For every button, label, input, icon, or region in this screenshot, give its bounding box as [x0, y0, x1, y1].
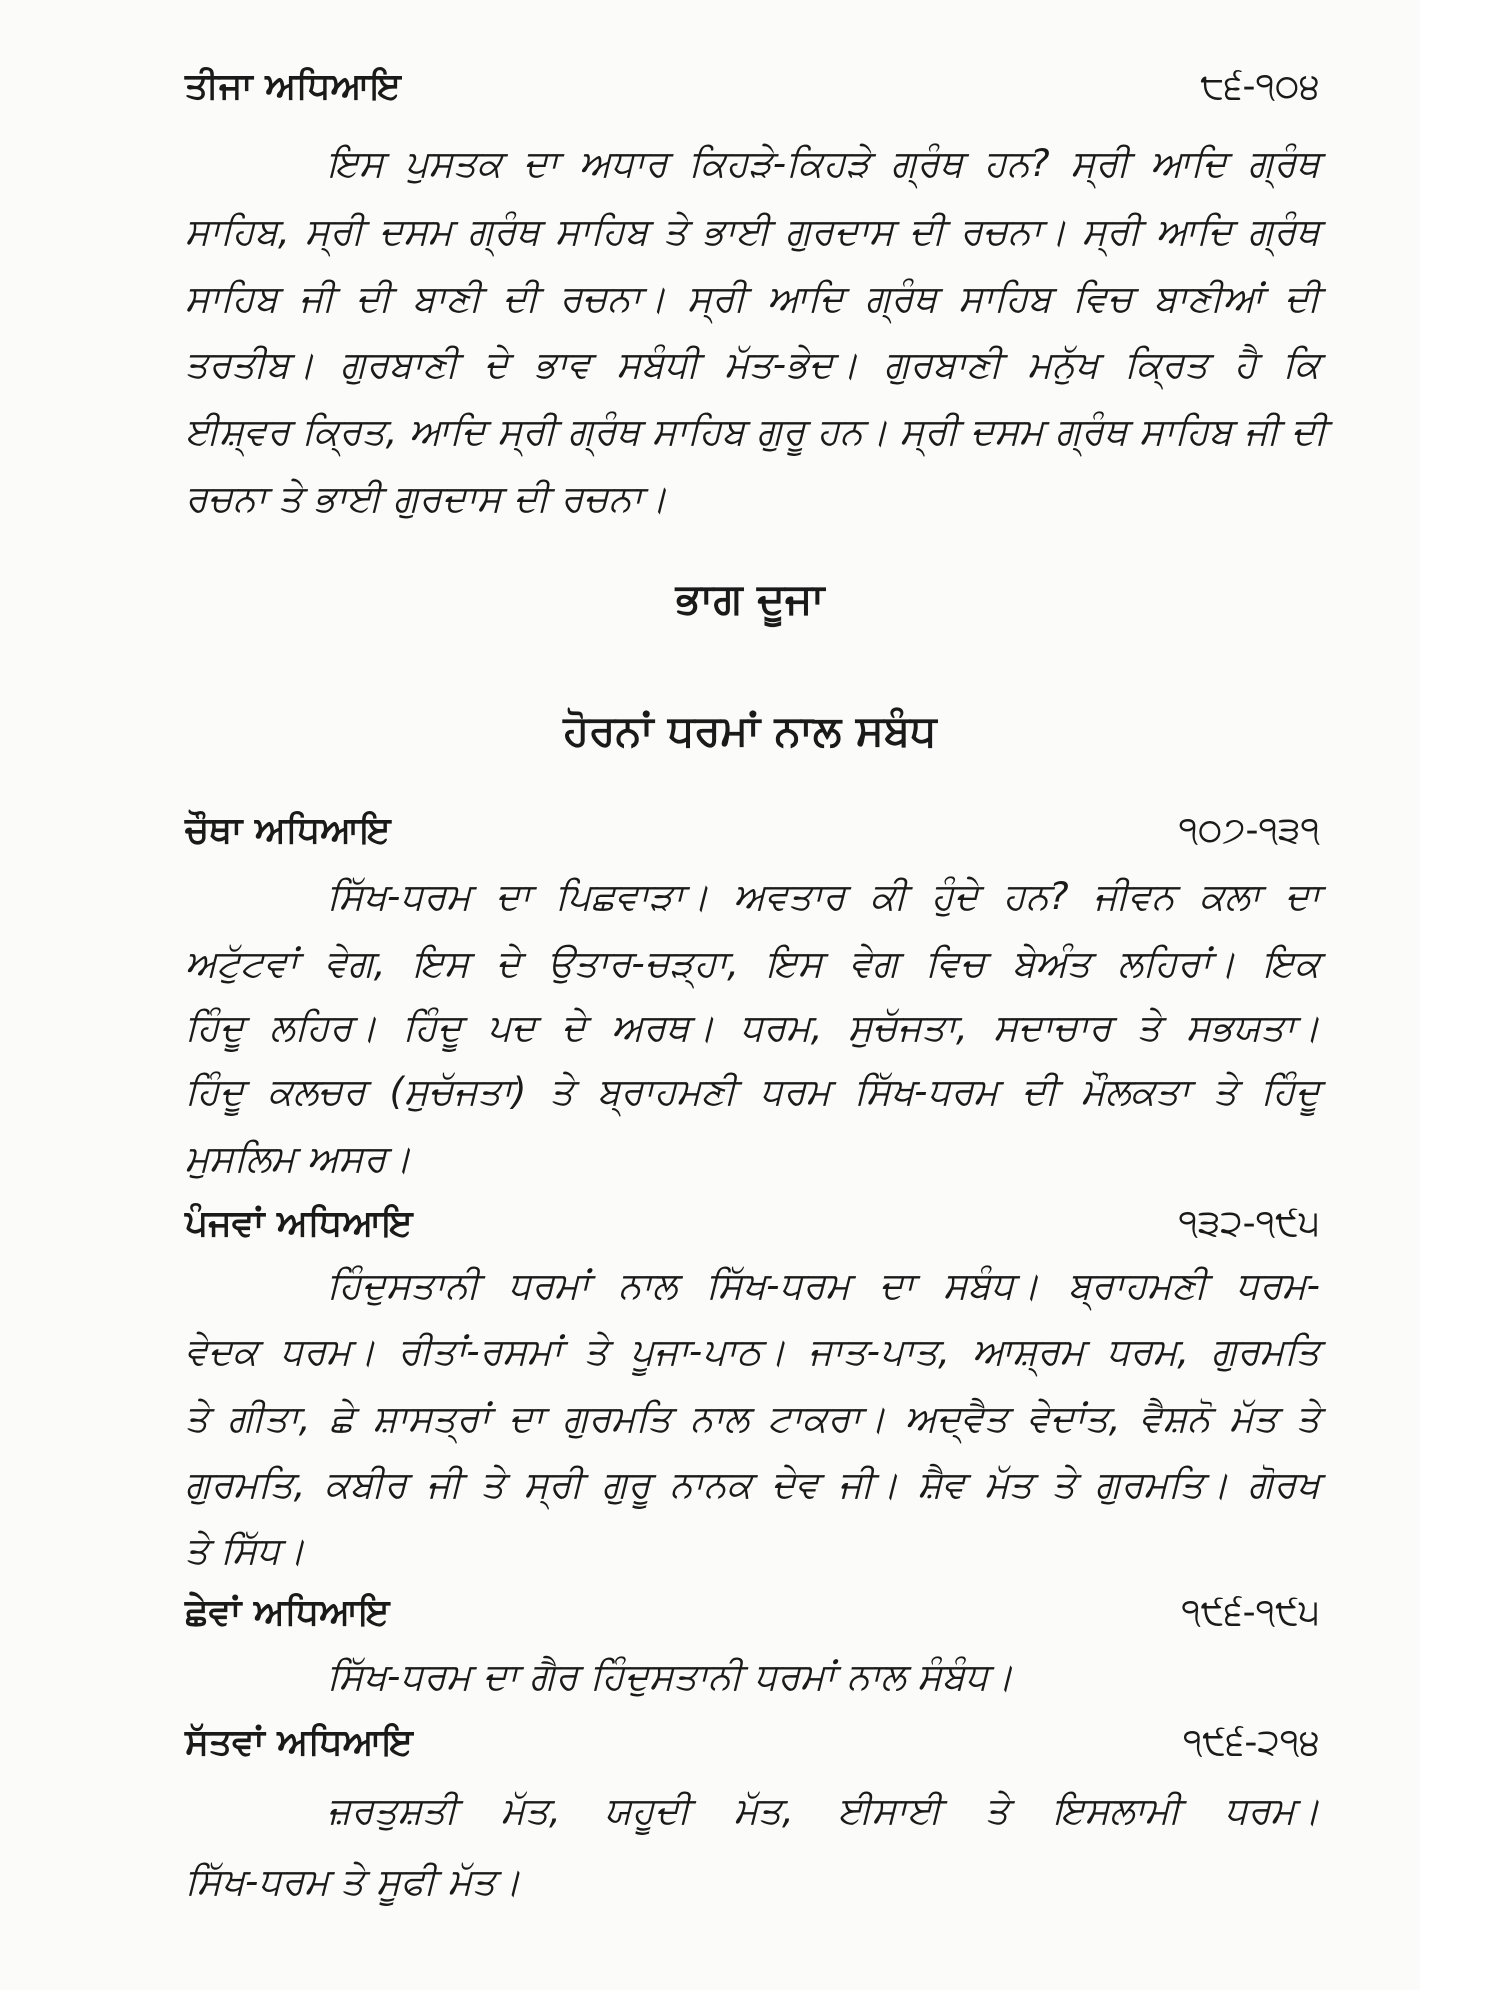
text-line: ਅਟੁੱਟਵਾਂ ਵੇਗ, ਇਸ ਦੇ ਉਤਾਰ-ਚੜ੍ਹਾ, ਇਸ ਵੇਗ ਵਿਚ ਬੇਅੰਤ ਲਹਿਰਾਂ। ਇਕ	[185, 942, 1320, 985]
text-line: ਸਾਹਿਬ, ਸ੍ਰੀ ਦਸਮ ਗ੍ਰੰਥ ਸਾਹਿਬ ਤੇ ਭਾਈ ਗੁਰਦਾਸ ਦੀ ਰਚਨਾ। ਸ੍ਰੀ ਆਦਿ ਗ੍ਰੰਥ	[185, 210, 1320, 253]
text-line: ਰਚਨਾ ਤੇ ਭਾਈ ਗੁਰਦਾਸ ਦੀ ਰਚਨਾ।	[185, 477, 668, 520]
text-line: ਗੁਰਮਤਿ, ਕਬੀਰ ਜੀ ਤੇ ਸ੍ਰੀ ਗੁਰੂ ਨਾਨਕ ਦੇਵ ਜੀ। ਸ਼ੈਵ ਮੱਤ ਤੇ ਗੁਰਮਤਿ। ਗੋਰਖ	[185, 1463, 1320, 1506]
text-line: ਸਿੱਖ-ਧਰਮ ਦਾ ਗੈਰ ਹਿੰਦੁਸਤਾਨੀ ਧਰਮਾਂ ਨਾਲ ਸੰਬੰਧ।	[327, 1655, 1014, 1698]
text-line: ਤਰਤੀਬ। ਗੁਰਬਾਣੀ ਦੇ ਭਾਵ ਸਬੰਧੀ ਮੱਤ-ਭੇਦ। ਗੁਰਬਾਣੀ ਮਨੁੱਖ ਕ੍ਰਿਤ ਹੈ ਕਿ	[185, 343, 1320, 386]
text-line: ਹਿੰਦੁਸਤਾਨੀ ਧਰਮਾਂ ਨਾਲ ਸਿੱਖ-ਧਰਮ ਦਾ ਸਬੰਧ। ਬ੍ਰਾਹਮਣੀ ਧਰਮ-	[327, 1264, 1320, 1307]
chapter-pages: ੧੯੬-੧੯੫	[1181, 1592, 1320, 1633]
text-line: ਵੇਦਕ ਧਰਮ। ਰੀਤਾਂ-ਰਸਮਾਂ ਤੇ ਪੂਜਾ-ਪਾਠ। ਜਾਤ-ਪਾਤ, ਆਸ਼੍ਰਮ ਧਰਮ, ਗੁਰਮਤਿ	[185, 1330, 1320, 1373]
chapter-title: ਛੇਵਾਂ ਅਧਿਆਇ	[185, 1592, 390, 1633]
text-line: ਸਿੱਖ-ਧਰਮ ਤੇ ਸੂਫੀ ਮੱਤ।	[185, 1860, 521, 1903]
text-line: ਤੇ ਗੀਤਾ, ਛੇ ਸ਼ਾਸਤ੍ਰਾਂ ਦਾ ਗੁਰਮਤਿ ਨਾਲ ਟਾਕਰਾ। ਅਦ੍ਵੈਤ ਵੇਦਾਂਤ, ਵੈਸ਼ਨੋ ਮੱਤ ਤੇ	[185, 1397, 1320, 1440]
text-line: ਸਾਹਿਬ ਜੀ ਦੀ ਬਾਣੀ ਦੀ ਰਚਨਾ। ਸ੍ਰੀ ਆਦਿ ਗ੍ਰੰਥ ਸਾਹਿਬ ਵਿਚ ਬਾਣੀਆਂ ਦੀ	[185, 277, 1320, 320]
text-line: ਹਿੰਦੂ ਕਲਚਰ (ਸੁਚੱਜਤਾ) ਤੇ ਬ੍ਰਾਹਮਣੀ ਧਰਮ ਸਿੱਖ-ਧਰਮ ਦੀ ਮੌਲਕਤਾ ਤੇ ਹਿੰਦੂ	[185, 1070, 1320, 1113]
chapter-title: ਪੰਜਵਾਂ ਅਧਿਆਇ	[185, 1203, 413, 1244]
text-line: ਹਿੰਦੂ ਲਹਿਰ। ਹਿੰਦੂ ਪਦ ਦੇ ਅਰਥ। ਧਰਮ, ਸੁਚੱਜਤਾ, ਸਦਾਚਾਰ ਤੇ ਸਭਯਤਾ।	[185, 1006, 1320, 1049]
chapter-header	[185, 1718, 1320, 1768]
text-line: ਤੇ ਸਿੱਧ।	[185, 1529, 306, 1572]
text-line: ਜ਼ਰਤੁਸ਼ਤੀ ਮੱਤ, ਯਹੂਦੀ ਮੱਤ, ਈਸਾਈ ਤੇ ਇਸਲਾਮੀ ਧਰਮ।	[327, 1789, 1320, 1832]
chapter-header	[185, 1199, 1320, 1249]
chapter-pages: ੮੬-੧੦੪	[1200, 66, 1320, 107]
text-line: ਈਸ਼੍ਵਰ ਕ੍ਰਿਤ, ਆਦਿ ਸ੍ਰੀ ਗ੍ਰੰਥ ਸਾਹਿਬ ਗੁਰੂ ਹਨ। ਸ੍ਰੀ ਦਸਮ ਗ੍ਰੰਥ ਸਾਹਿਬ ਜੀ ਦੀ	[185, 410, 1327, 453]
chapter-pages: ੧੦੭-੧੩੧	[1178, 810, 1320, 851]
text-line: ਮੁਸਲਿਮ ਅਸਰ।	[185, 1137, 412, 1180]
text-line: ਸਿੱਖ-ਧਰਮ ਦਾ ਪਿਛਵਾੜਾ। ਅਵਤਾਰ ਕੀ ਹੁੰਦੇ ਹਨ? ਜੀਵਨ ਕਲਾ ਦਾ	[327, 875, 1320, 918]
chapter-title: ਚੌਥਾ ਅਧਿਆਇ	[185, 810, 391, 851]
text-line: ਇਸ ਪੁਸਤਕ ਦਾ ਅਧਾਰ ਕਿਹੜੇ-ਕਿਹੜੇ ਗ੍ਰੰਥ ਹਨ? ਸ੍ਰੀ ਆਦਿ ਗ੍ਰੰਥ	[327, 142, 1320, 185]
part-title: ਭਾਗ ਦੂਜਾ	[675, 574, 825, 623]
chapter-title: ਤੀਜਾ ਅਧਿਆਇ	[185, 66, 401, 107]
chapter-header	[185, 62, 1320, 112]
chapter-pages: ੧੩੨-੧੯੫	[1178, 1203, 1320, 1244]
section-title: ਹੋਰਨਾਂ ਧਰਮਾਂ ਨਾਲ ਸਬੰਧ	[563, 706, 937, 755]
chapter-pages: ੧੯੬-੨੧੪	[1182, 1722, 1320, 1763]
chapter-header	[185, 806, 1320, 856]
chapter-title: ਸੱਤਵਾਂ ਅਧਿਆਇ	[185, 1722, 413, 1763]
chapter-header	[185, 1588, 1320, 1638]
